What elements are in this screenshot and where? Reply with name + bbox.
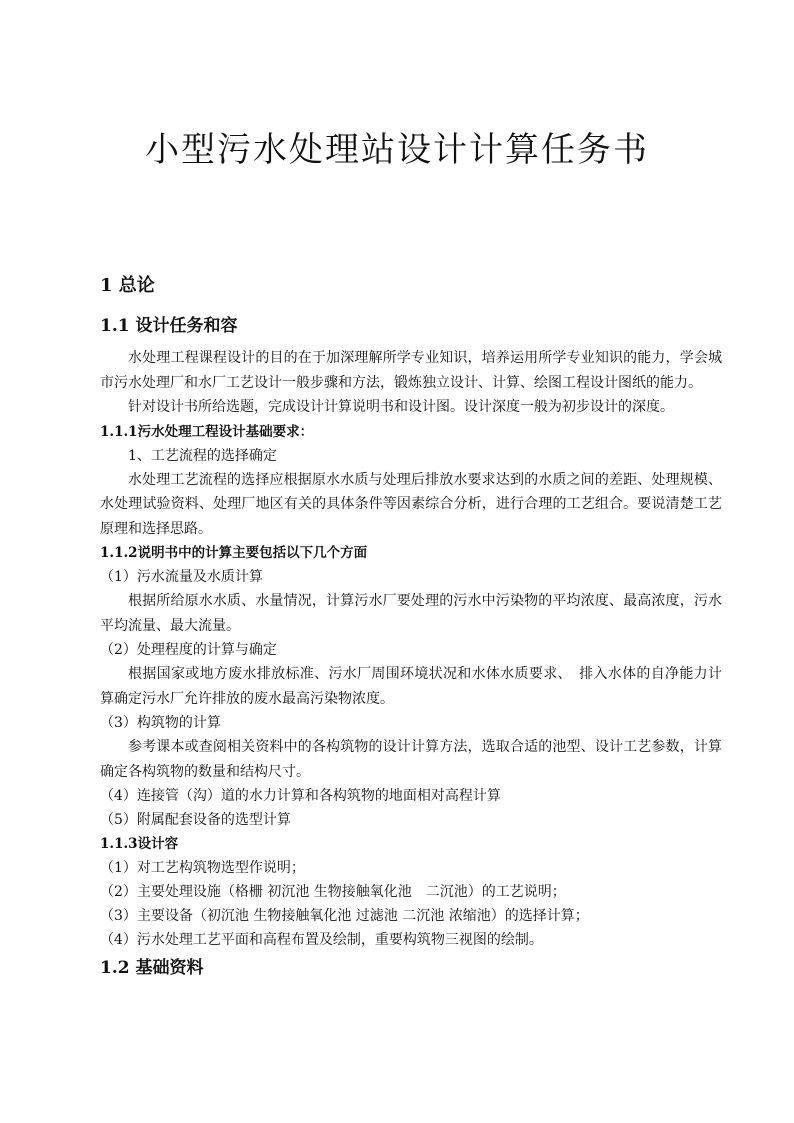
- document-title: 小型污水处理站设计计算任务书: [145, 130, 649, 170]
- list-item-structure-calc: （3）构筑物的计算: [100, 715, 221, 731]
- list-item-flow-calc: （1）污水流量及水质计算: [100, 569, 263, 585]
- list-item-design-3: （3）主要设备（初沉池 生物接触氧化池 过滤池 二沉池 浓缩池）的选择计算；: [100, 908, 589, 924]
- list-item-equipment-selection: （5）附属配套设备的选型计算: [100, 812, 291, 828]
- section-1-1-1-heading: 1.1.1污水处理工程设计基础要求：: [100, 423, 314, 440]
- paragraph-process-selection: 水处理工艺流程的选择应根据原水水质与处理后排放水要求达到的水质之间的差距、处理规模、水处理试验资料、处理厂地区有关的具体条件等因素综合分析，进行合理的工艺组合。要说清楚工艺原理和选择思路。: [100, 471, 722, 537]
- section-1-2-heading: 1.2 基础资料: [100, 958, 204, 978]
- paragraph-flow-calc: 根据所给原水水质、水量情况，计算污水厂要处理的污水中污染物的平均浓度、最高浓度，污水平均流量、最大流量。: [100, 593, 722, 634]
- section-1-1-2-heading: 1.1.2说明书中的计算主要包括以下几个方面: [100, 545, 368, 561]
- paragraph-treatment-degree: 根据国家或地方废水排放标准、污水厂周围环境状况和水体水质要求、 排入水体的自净能力计算确定污水厂允许排放的废水最高污染物浓度。: [100, 666, 722, 707]
- list-item-design-1: （1）对工艺构筑物选型作说明；: [100, 860, 305, 876]
- paragraph-task: 针对设计书所给选题，完成设计计算说明书和设计图。设计深度一般为初步设计的深度。: [128, 399, 674, 415]
- list-item-design-2: （2）主要处理设施（格栅 初沉池 生物接触氧化池 二沉池）的工艺说明；: [100, 884, 566, 900]
- list-item-hydraulic-calc: （4）连接管（沟）道的水力计算和各构筑物的地面相对高程计算: [100, 788, 501, 804]
- paragraph-structure-calc: 参考课本或查阅相关资料中的各构筑物的设计计算方法，选取合适的池型、设计工艺参数，计算确定各构筑物的数量和结构尺寸。: [100, 739, 722, 780]
- paragraph-purpose: 水处理工程课程设计的目的在于加深理解所学专业知识，培养运用所学专业知识的能力，学会城市污水处理厂和水厂工艺设计一般步骤和方法，锻炼独立设计、计算、绘图工程设计图纸的能力。: [100, 350, 722, 391]
- section-1-1-3-heading: 1.1.3设计容: [100, 836, 179, 852]
- document-body: [100, 272, 722, 988]
- list-item-design-4: （4）污水处理工艺平面和高程布置及绘制，重要构筑物三视图的绘制。: [100, 932, 543, 948]
- section-1-1-heading: 1.1 设计任务和容: [100, 316, 238, 336]
- list-item-treatment-degree: （2）处理程度的计算与确定: [100, 642, 277, 658]
- section-1-heading: 1 总论: [100, 275, 155, 296]
- list-item-process-selection: 1、工艺流程的选择确定: [128, 447, 277, 464]
